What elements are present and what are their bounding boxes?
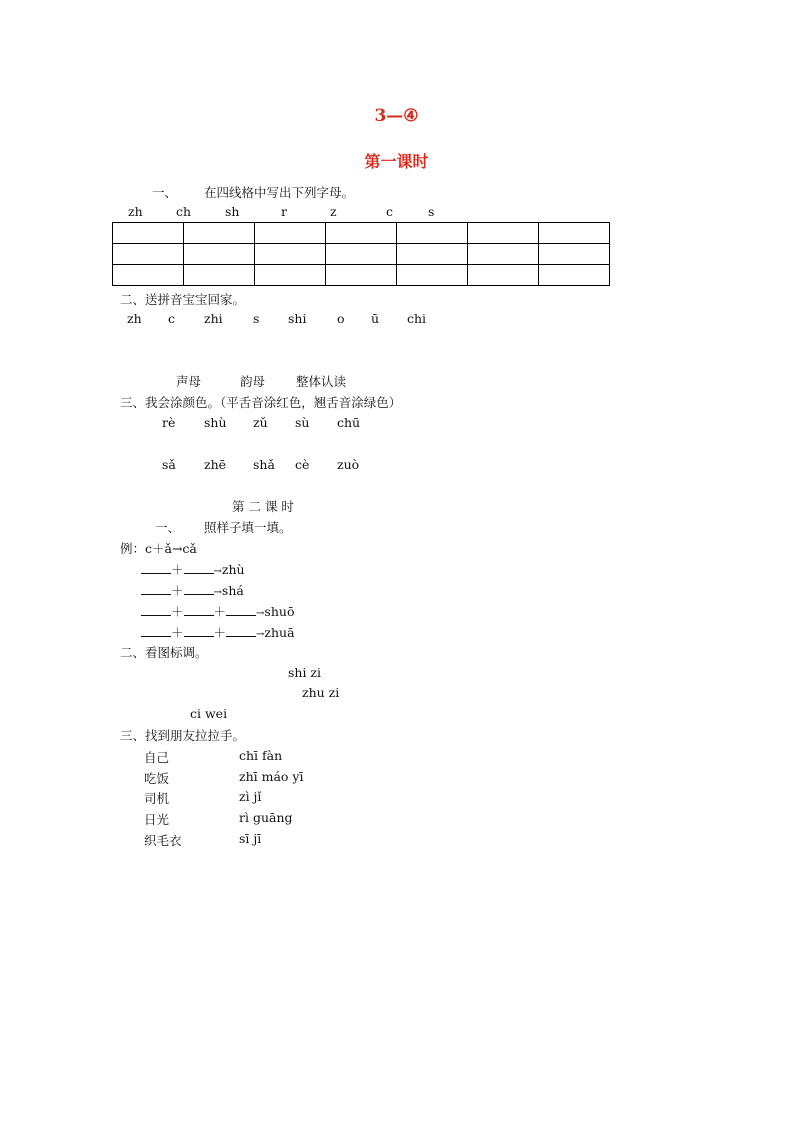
- pinyin-item: c: [168, 311, 176, 326]
- plus-sign: ＋: [171, 625, 184, 640]
- target-syllable: shá: [221, 583, 244, 598]
- l1-q2-heading: 二、送拼音宝宝回家。: [120, 292, 246, 307]
- l1-q1-number: 一、: [152, 185, 178, 200]
- grid-cell[interactable]: [397, 265, 468, 286]
- answer-blank[interactable]: [184, 625, 214, 637]
- arrow-icon: →: [213, 587, 222, 598]
- letter-zh: zh: [128, 204, 143, 219]
- syllable: chū: [337, 415, 361, 430]
- arrow-icon: →: [213, 566, 222, 577]
- l2-q2-heading: 二、看图标调。: [120, 645, 208, 660]
- grid-cell[interactable]: [326, 223, 397, 244]
- plus-sign: ＋: [171, 604, 184, 619]
- fill-line-3: [141, 602, 294, 620]
- syllable: rè: [162, 415, 176, 430]
- l2-q1-instruction: 照样子填一填。: [204, 520, 292, 535]
- letter-s: s: [428, 204, 435, 219]
- grid-cell[interactable]: [184, 223, 255, 244]
- grid-cell[interactable]: [539, 244, 610, 265]
- house-shengmu: 声母: [176, 374, 202, 389]
- arrow-icon: →: [256, 629, 265, 640]
- grid-cell[interactable]: [539, 265, 610, 286]
- grid-cell[interactable]: [539, 223, 610, 244]
- fill-line-1: [141, 560, 245, 578]
- syllable: zuò: [337, 457, 360, 472]
- match-word: 日光: [144, 812, 170, 827]
- grid-cell[interactable]: [468, 244, 539, 265]
- syllable: shù: [204, 415, 227, 430]
- answer-blank[interactable]: [226, 604, 256, 616]
- grid-cell[interactable]: [184, 244, 255, 265]
- match-word: 吃饭: [144, 771, 170, 786]
- house-yunmu: 韵母: [240, 374, 266, 389]
- plus-sign: ＋: [171, 562, 184, 577]
- answer-blank[interactable]: [184, 583, 214, 595]
- match-pinyin: rì guāng: [239, 810, 293, 825]
- match-word: 织毛衣: [144, 833, 182, 848]
- plus-sign: ＋: [171, 583, 184, 598]
- match-pinyin: zhī máo yī: [239, 769, 304, 784]
- letter-z: z: [330, 204, 337, 219]
- grid-cell[interactable]: [397, 223, 468, 244]
- grid-cell[interactable]: [468, 223, 539, 244]
- grid-cell[interactable]: [113, 244, 184, 265]
- four-line-grid: [112, 222, 610, 286]
- target-syllable: shuō: [264, 604, 295, 619]
- grid-cell[interactable]: [397, 244, 468, 265]
- plus-sign: ＋: [213, 604, 227, 619]
- syllable: sù: [295, 415, 310, 430]
- tone-word: ci wei: [190, 706, 228, 721]
- answer-blank[interactable]: [184, 604, 214, 616]
- grid-row: [113, 265, 610, 286]
- example-line: 例：c＋ǎ→cǎ: [120, 541, 197, 556]
- pinyin-item: ū: [371, 311, 380, 326]
- letter-ch: ch: [176, 204, 192, 219]
- match-pinyin: zì jǐ: [239, 789, 262, 804]
- answer-blank[interactable]: [141, 583, 171, 595]
- tone-word: shi zi: [288, 665, 322, 680]
- letter-c: c: [386, 204, 394, 219]
- pinyin-item: s: [253, 311, 260, 326]
- match-word: 自己: [144, 750, 170, 765]
- answer-blank[interactable]: [226, 625, 256, 637]
- grid-cell[interactable]: [255, 244, 326, 265]
- syllable: cè: [295, 457, 310, 472]
- pinyin-item: o: [337, 311, 345, 326]
- grid-cell[interactable]: [113, 223, 184, 244]
- grid-row: [113, 244, 610, 265]
- answer-blank[interactable]: [184, 562, 214, 574]
- tone-word: zhu zi: [302, 685, 340, 700]
- plus-sign: ＋: [213, 625, 227, 640]
- l1-q1-instruction: 在四线格中写出下列字母。: [204, 185, 355, 200]
- grid-row: [113, 223, 610, 244]
- page-title: 3—④: [374, 106, 419, 126]
- arrow-icon: →: [256, 608, 265, 619]
- grid-cell[interactable]: [255, 265, 326, 286]
- grid-cell[interactable]: [468, 265, 539, 286]
- house-zhengti: 整体认读: [296, 374, 347, 389]
- match-pinyin: chī fàn: [239, 748, 283, 763]
- grid-cell[interactable]: [326, 265, 397, 286]
- letter-sh: sh: [225, 204, 240, 219]
- grid-cell[interactable]: [326, 244, 397, 265]
- l1-q3-heading: 三、我会涂颜色。（平舌音涂红色，翘舌音涂绿色）: [120, 395, 402, 410]
- match-pinyin: sī jī: [239, 831, 262, 846]
- grid-cell[interactable]: [113, 265, 184, 286]
- pinyin-item: chi: [407, 311, 427, 326]
- fill-line-4: [141, 623, 295, 641]
- pinyin-item: zh: [127, 311, 142, 326]
- fill-line-2: [141, 581, 244, 599]
- l2-q1-number: 一、: [155, 520, 181, 535]
- target-syllable: zhù: [221, 562, 245, 577]
- syllable: shǎ: [253, 457, 275, 472]
- lesson1-title: 第一课时: [364, 152, 429, 171]
- grid-cell[interactable]: [184, 265, 255, 286]
- grid-cell[interactable]: [255, 223, 326, 244]
- match-word: 司机: [144, 791, 170, 806]
- answer-blank[interactable]: [141, 625, 171, 637]
- answer-blank[interactable]: [141, 604, 171, 616]
- pinyin-item: zhi: [204, 311, 223, 326]
- pinyin-item: shi: [288, 311, 307, 326]
- syllable: zhē: [204, 457, 227, 472]
- lesson2-title: 第 二 课 时: [232, 499, 294, 514]
- letter-r: r: [281, 204, 287, 219]
- target-syllable: zhuā: [264, 625, 295, 640]
- l2-q3-heading: 三、找到朋友拉拉手。: [120, 728, 246, 743]
- answer-blank[interactable]: [141, 562, 171, 574]
- syllable: sǎ: [162, 457, 176, 472]
- syllable: zǔ: [253, 415, 268, 430]
